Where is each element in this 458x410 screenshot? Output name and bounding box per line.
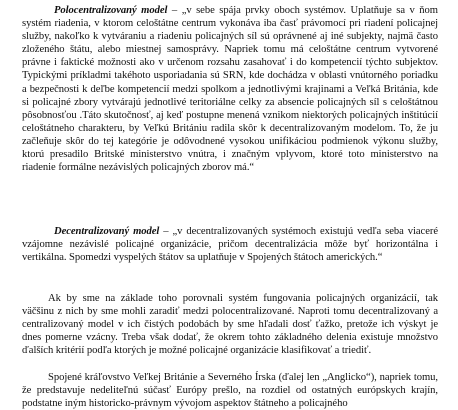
paragraph-text: Spojené kráľovstvo Veľkej Británie a Severného Írska (ďalej len „Anglicko“), napriek tomu, že predstavuje nedeliteľnú súčasť Európy prešlo, na rozdiel od ostatných európskych krajín, podstatne iným historicko-právnym vývojom aspektov štátneho a policajného: [22, 372, 438, 410]
paragraph-text: – „v sebe spája prvky oboch systémov. Uplatňuje sa v ňom systém riadenia, v ktorom celoštátne centrum vykonáva iba časť právomocí pri riadení policajnej služby, nakoľko k vytváraniu a riadeniu policajných síl sú oprávnené aj iné subjekty, najmä často zloženého štátu, alebo miestnej samosprávy. Napriek tomu má celoštátne centrum vytvorené právne i faktické možnosti ako v určenom rozsahu zasahovať i do kompetencií týchto subjektov. Typickými príkladmi takéhoto usporiadania sú SRN, kde dochádza v oblasti vnútorného poriadku a bezpečnosti k deľbe kompetencií medzi spolkom a jednotlivými krajinami a Veľká Británia, kde si policajné zbory vytvárajú jednotlivé teritoriálne celky za absencie policajných síl s celoštátnou pôsobnosťou .Táto skutočnosť, aj keď postupne menená vznikom niektorých policajných inštitúcií celoštátneho charakteru, by Veľkú Britániu radila skôr k decentralizovaným modelom. To, že ju začleňuje skôr do tej kategórie je odôvodnené vysokou unifikáciou podmienok výkonu služby, ktorú presadilo Britské ministerstvo vnútra, i značným vplyvom, ktoré toto ministerstvo na riadenie formálne nezávislých policajných zborov má.“: [22, 5, 438, 174]
term-decentralized-model: Decentralizovaný model: [54, 226, 160, 237]
paragraph-polocentralized-model: [22, 4, 438, 174]
term-polocentralized-model: Polocentralizovaný model: [54, 5, 168, 16]
paragraph-text: Ak by sme na základe toho porovnali systém fungovania policajných organizácií, tak väčšinu z nich by sme mohli zaradiť medzi polocentralizované. Naproti tomu decentralizovaný a centralizovaný model v ich čistých podobách by sme hľadali dosť ťažko, pretože ich výskyt je dnes pomerne vzácny. Treba však dodať, že okrem tohto základného delenia existuje množstvo ďalších kritérií podľa ktorých je možné policajné organizácie klasifikovať a triediť.: [22, 293, 438, 357]
paragraph-comparison: [22, 292, 438, 357]
paragraph-text: – „v decentralizovaných systémoch existujú vedľa seba viaceré vzájomne nezávislé policajné organizácie, pričom decentralizácia môže byť horizontálna i vertikálna. Spomedzi vyspelých štátov sa uplatňuje v Spojených štátoch amerických.“: [22, 226, 438, 264]
paragraph-united-kingdom: [22, 371, 438, 410]
paragraph-decentralized-model: [22, 225, 438, 264]
